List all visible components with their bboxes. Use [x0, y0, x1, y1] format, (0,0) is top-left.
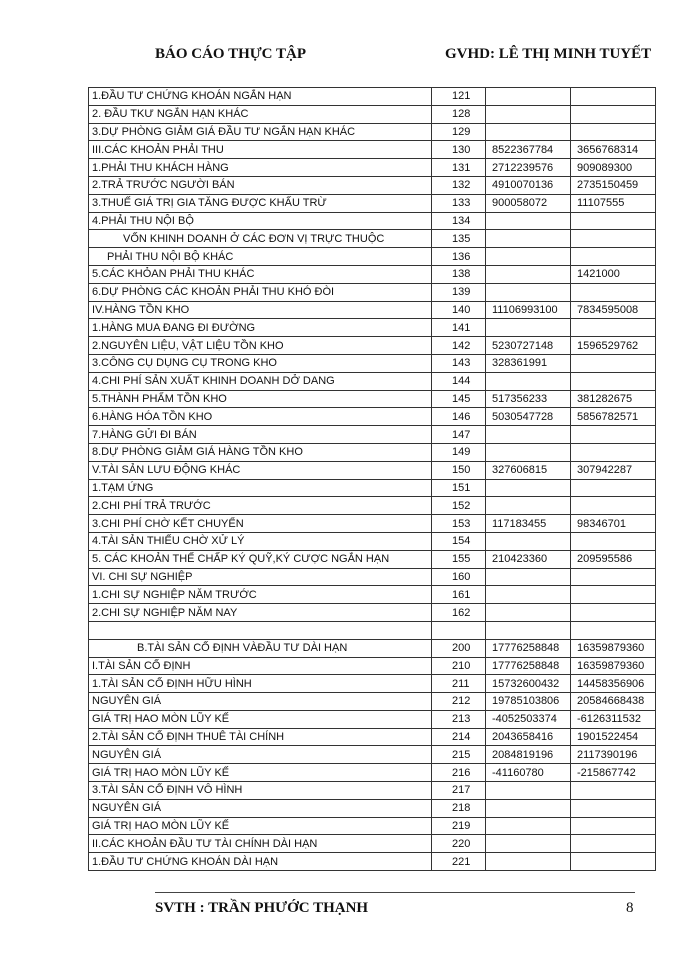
row-value-end [486, 283, 571, 301]
row-name: VỐN KHINH DOANH Ở CÁC ĐƠN VỊ TRỰC THUỘC [89, 230, 432, 248]
row-value-end: 5230727148 [486, 337, 571, 355]
row-value-begin [571, 354, 656, 372]
row-value-begin: 1421000 [571, 265, 656, 283]
table-row [89, 354, 656, 372]
row-code: 217 [432, 782, 486, 800]
table-row [89, 194, 656, 212]
row-name: 2. ĐẦU TKƯ NGẮN HẠN KHÁC [89, 105, 432, 123]
row-code: 128 [432, 105, 486, 123]
row-code: 140 [432, 301, 486, 319]
table-row [89, 105, 656, 123]
row-name: 4.TÀI SẢN THIẾU CHỜ XỬ LÝ [89, 532, 432, 550]
row-value-end [486, 817, 571, 835]
row-code: 162 [432, 604, 486, 622]
row-value-end [486, 212, 571, 230]
row-code: 143 [432, 354, 486, 372]
row-value-begin: -215867742 [571, 764, 656, 782]
table-row [89, 248, 656, 266]
row-code: 129 [432, 123, 486, 141]
row-value-end [486, 479, 571, 497]
row-name: NGUYÊN GIÁ [89, 746, 432, 764]
table-row [89, 390, 656, 408]
row-name: NGUYÊN GIÁ [89, 693, 432, 711]
row-value-end [486, 835, 571, 853]
row-value-end [486, 497, 571, 515]
row-value-end: 4910070136 [486, 176, 571, 194]
table-row [89, 265, 656, 283]
row-value-end: 117183455 [486, 515, 571, 533]
table-row [89, 159, 656, 177]
table-row [89, 621, 656, 639]
table-row [89, 532, 656, 550]
table-row [89, 88, 656, 106]
row-name: IV.HÀNG TỒN KHO [89, 301, 432, 319]
row-value-end: 327606815 [486, 461, 571, 479]
table-row [89, 319, 656, 337]
row-name: 1.PHẢI THU KHÁCH HÀNG [89, 159, 432, 177]
table-row [89, 550, 656, 568]
row-value-end: 8522367784 [486, 141, 571, 159]
row-value-begin: 1901522454 [571, 728, 656, 746]
row-name: 1.ĐẦU TƯ CHỨNG KHOÁN DÀI HẠN [89, 853, 432, 871]
row-value-end [486, 604, 571, 622]
table-row [89, 283, 656, 301]
row-value-end [486, 621, 571, 639]
row-name: VI. CHI SỰ NGHIỆP [89, 568, 432, 586]
row-value-begin: 5856782571 [571, 408, 656, 426]
row-name: I.TÀI SẢN CỐ ĐỊNH [89, 657, 432, 675]
table-row [89, 443, 656, 461]
table-row [89, 817, 656, 835]
row-code: 145 [432, 390, 486, 408]
row-value-end: 2712239576 [486, 159, 571, 177]
row-name: 7.HÀNG GỬI ĐI BÁN [89, 426, 432, 444]
row-code: 155 [432, 550, 486, 568]
row-name: GIÁ TRỊ HAO MÒN LŨY KẾ [89, 817, 432, 835]
row-value-end: 900058072 [486, 194, 571, 212]
row-value-end: 17776258848 [486, 657, 571, 675]
row-name [89, 621, 432, 639]
row-code: 212 [432, 693, 486, 711]
supervisor-name: GVHD: LÊ THỊ MINH TUYẾT [445, 46, 652, 62]
table-row [89, 604, 656, 622]
row-value-end: 19785103806 [486, 693, 571, 711]
row-value-end: 517356233 [486, 390, 571, 408]
row-value-begin: 14458356906 [571, 675, 656, 693]
row-value-begin: 16359879360 [571, 639, 656, 657]
row-value-end [486, 443, 571, 461]
row-value-end [486, 372, 571, 390]
table-row [89, 176, 656, 194]
row-name: 1.ĐẦU TƯ CHỨNG KHOÁN NGẮN HẠN [89, 88, 432, 106]
table-row [89, 123, 656, 141]
row-value-begin [571, 799, 656, 817]
row-code: 149 [432, 443, 486, 461]
row-value-begin: 909089300 [571, 159, 656, 177]
row-name: 4.CHI PHÍ SẢN XUẤT KHINH DOANH DỞ DANG [89, 372, 432, 390]
row-value-begin [571, 372, 656, 390]
row-name: GIÁ TRỊ HAO MÒN LŨY KẾ [89, 710, 432, 728]
row-name: 2.NGUYÊN LIỆU, VẬT LIỆU TỒN KHO [89, 337, 432, 355]
row-value-begin: 7834595008 [571, 301, 656, 319]
row-value-begin: 2117390196 [571, 746, 656, 764]
table-row [89, 728, 656, 746]
row-value-end [486, 265, 571, 283]
table-row [89, 764, 656, 782]
row-value-end [486, 799, 571, 817]
row-name: 3.TÀI SẢN CỐ ĐỊNH VÔ HÌNH [89, 782, 432, 800]
row-code: 152 [432, 497, 486, 515]
table-row [89, 639, 656, 657]
row-code: 142 [432, 337, 486, 355]
row-value-begin [571, 319, 656, 337]
table-row [89, 657, 656, 675]
row-code: 150 [432, 461, 486, 479]
row-value-end [486, 426, 571, 444]
row-value-begin [571, 586, 656, 604]
table-row [89, 426, 656, 444]
row-value-end [486, 586, 571, 604]
row-value-end: 328361991 [486, 354, 571, 372]
row-value-end: -4052503374 [486, 710, 571, 728]
row-name: 6.DỰ PHÒNG CÁC KHOẢN PHẢI THU KHÓ ĐÒI [89, 283, 432, 301]
row-name: 3.CHI PHÍ CHỜ KẾT CHUYỂN [89, 515, 432, 533]
row-name: III.CÁC KHOẢN PHẢI THU [89, 141, 432, 159]
table-row [89, 479, 656, 497]
row-code: 130 [432, 141, 486, 159]
row-value-begin: 2735150459 [571, 176, 656, 194]
row-name: 6.HÀNG HÓA TỒN KHO [89, 408, 432, 426]
row-code: 219 [432, 817, 486, 835]
balance-sheet-table [88, 87, 656, 871]
row-code: 218 [432, 799, 486, 817]
row-value-end [486, 568, 571, 586]
table-row [89, 568, 656, 586]
row-name: 3.THUẾ GIÁ TRỊ GIA TĂNG ĐƯỢC KHẤU TRỪ [89, 194, 432, 212]
row-code: 121 [432, 88, 486, 106]
row-code: 135 [432, 230, 486, 248]
row-code: 211 [432, 675, 486, 693]
row-value-begin [571, 123, 656, 141]
row-name: 8.DỰ PHÒNG GIẢM GIÁ HÀNG TỒN KHO [89, 443, 432, 461]
row-value-begin: 98346701 [571, 515, 656, 533]
row-value-begin [571, 604, 656, 622]
table-row [89, 141, 656, 159]
row-value-end: 17776258848 [486, 639, 571, 657]
row-code: 160 [432, 568, 486, 586]
row-value-end: 11106993100 [486, 301, 571, 319]
row-value-begin: 20584668438 [571, 693, 656, 711]
row-code: 221 [432, 853, 486, 871]
table-row [89, 782, 656, 800]
row-value-begin: 381282675 [571, 390, 656, 408]
row-value-end [486, 88, 571, 106]
table-row [89, 230, 656, 248]
row-name: 2.TRẢ TRƯỚC NGƯỜI BÁN [89, 176, 432, 194]
row-value-begin [571, 621, 656, 639]
table-row [89, 693, 656, 711]
table-row [89, 515, 656, 533]
row-value-begin [571, 105, 656, 123]
student-name: SVTH : TRẦN PHƯỚC THẠNH [155, 900, 369, 916]
row-name: V.TÀI SẢN LƯU ĐỘNG KHÁC [89, 461, 432, 479]
row-value-end [486, 230, 571, 248]
row-value-end [486, 319, 571, 337]
row-name: II.CÁC KHOẢN ĐẦU TƯ TÀI CHÍNH DÀI HẠN [89, 835, 432, 853]
row-value-begin: 1596529762 [571, 337, 656, 355]
row-value-begin [571, 835, 656, 853]
row-value-begin: -6126311532 [571, 710, 656, 728]
row-value-begin [571, 426, 656, 444]
row-code [432, 621, 486, 639]
row-name: 5. CÁC KHOẢN THẾ CHẤP KÝ QUỸ,KÝ CƯỢC NGẮN HẠN [89, 550, 432, 568]
table-row [89, 586, 656, 604]
row-code: 147 [432, 426, 486, 444]
table-row [89, 212, 656, 230]
row-value-end [486, 123, 571, 141]
row-value-begin [571, 532, 656, 550]
row-name: 1.TÀI SẢN CỐ ĐỊNH HỮU HÌNH [89, 675, 432, 693]
row-name: NGUYÊN GIÁ [89, 799, 432, 817]
row-value-begin [571, 782, 656, 800]
row-code: 220 [432, 835, 486, 853]
report-title: BÁO CÁO THỰC TẬP [155, 46, 306, 62]
row-value-begin [571, 817, 656, 835]
row-code: 215 [432, 746, 486, 764]
row-code: 213 [432, 710, 486, 728]
table-row [89, 746, 656, 764]
table-row [89, 408, 656, 426]
row-value-begin [571, 497, 656, 515]
table-row [89, 372, 656, 390]
row-name: 1.TẠM ỨNG [89, 479, 432, 497]
row-code: 141 [432, 319, 486, 337]
row-code: 133 [432, 194, 486, 212]
row-value-end: 2084819196 [486, 746, 571, 764]
table-row [89, 853, 656, 871]
row-code: 200 [432, 639, 486, 657]
row-code: 136 [432, 248, 486, 266]
row-value-end [486, 532, 571, 550]
row-code: 154 [432, 532, 486, 550]
table-row [89, 835, 656, 853]
row-name: 3.DỰ PHÒNG GIẢM GIÁ ĐẦU TƯ NGẮN HẠN KHÁC [89, 123, 432, 141]
row-name: 5.CÁC KHỎAN PHẢI THU KHÁC [89, 265, 432, 283]
row-name: 2.TÀI SẢN CỐ ĐỊNH THUÊ TÀI CHÍNH [89, 728, 432, 746]
table-row [89, 301, 656, 319]
row-value-end [486, 105, 571, 123]
table-row [89, 799, 656, 817]
row-code: 214 [432, 728, 486, 746]
table-row [89, 337, 656, 355]
row-code: 134 [432, 212, 486, 230]
row-code: 131 [432, 159, 486, 177]
row-value-begin: 16359879360 [571, 657, 656, 675]
row-name: 2.CHI SỰ NGHIỆP NĂM NAY [89, 604, 432, 622]
row-code: 210 [432, 657, 486, 675]
table-row [89, 461, 656, 479]
row-name: 5.THÀNH PHẨM TỒN KHO [89, 390, 432, 408]
row-name: 1.CHI SỰ NGHIỆP NĂM TRƯỚC [89, 586, 432, 604]
row-code: 216 [432, 764, 486, 782]
row-value-begin: 209595586 [571, 550, 656, 568]
row-value-begin [571, 443, 656, 461]
row-value-begin [571, 853, 656, 871]
row-code: 138 [432, 265, 486, 283]
table-row [89, 497, 656, 515]
row-name: GIÁ TRỊ HAO MÒN LŨY KẾ [89, 764, 432, 782]
table-row [89, 675, 656, 693]
row-value-end [486, 782, 571, 800]
row-value-begin: 11107555 [571, 194, 656, 212]
row-code: 146 [432, 408, 486, 426]
row-value-begin [571, 248, 656, 266]
row-code: 132 [432, 176, 486, 194]
row-name: 1.HÀNG MUA ĐANG ĐI ĐƯỜNG [89, 319, 432, 337]
row-value-end: 2043658416 [486, 728, 571, 746]
footer-divider [155, 892, 635, 893]
table-row [89, 710, 656, 728]
row-value-end [486, 248, 571, 266]
row-value-begin: 3656768314 [571, 141, 656, 159]
row-code: 151 [432, 479, 486, 497]
page-number: 8 [626, 900, 634, 916]
row-value-begin [571, 88, 656, 106]
row-code: 153 [432, 515, 486, 533]
row-name: 2.CHI PHÍ TRẢ TRƯỚC [89, 497, 432, 515]
row-value-end: 5030547728 [486, 408, 571, 426]
row-value-begin [571, 283, 656, 301]
row-value-begin [571, 568, 656, 586]
row-value-end: -41160780 [486, 764, 571, 782]
row-name: 3.CÔNG CỤ DỤNG CỤ TRONG KHO [89, 354, 432, 372]
row-value-end: 210423360 [486, 550, 571, 568]
row-value-begin [571, 479, 656, 497]
page-header [0, 46, 700, 68]
row-name: PHẢI THU NỘI BỘ KHÁC [89, 248, 432, 266]
row-code: 139 [432, 283, 486, 301]
row-code: 144 [432, 372, 486, 390]
row-code: 161 [432, 586, 486, 604]
row-name: B.TÀI SẢN CỐ ĐỊNH VÀĐẦU TƯ DÀI HẠN [89, 639, 432, 657]
row-value-begin [571, 230, 656, 248]
row-name: 4.PHẢI THU NỘI BỘ [89, 212, 432, 230]
row-value-end [486, 853, 571, 871]
row-value-begin [571, 212, 656, 230]
row-value-end: 15732600432 [486, 675, 571, 693]
row-value-begin: 307942287 [571, 461, 656, 479]
